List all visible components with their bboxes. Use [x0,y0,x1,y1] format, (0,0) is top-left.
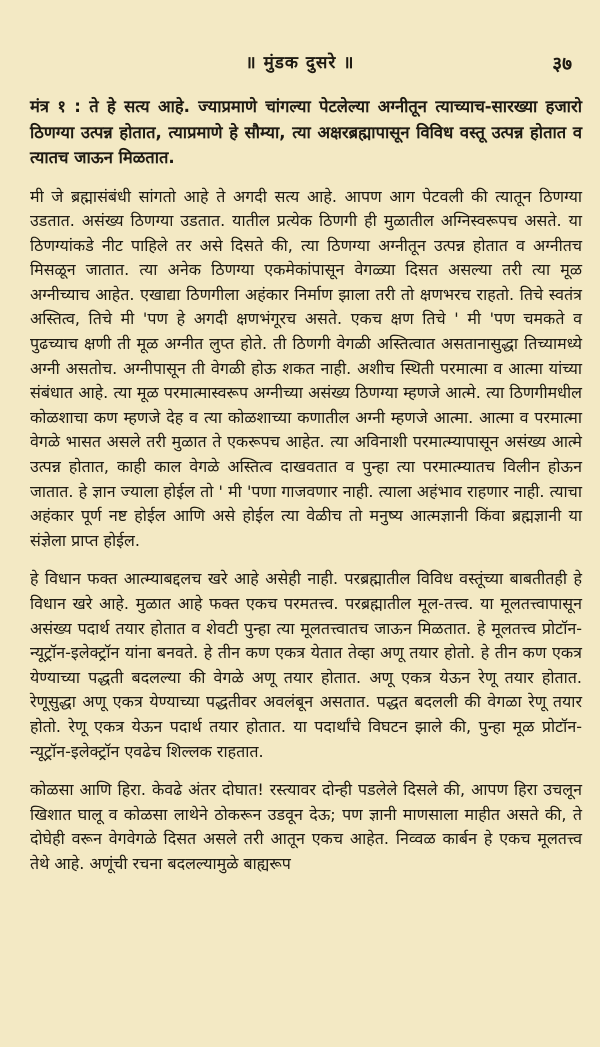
verse-paragraph [30,94,582,171]
commentary-paragraph-1: मी जे ब्रह्मासंबंधी सांगतो आहे ते अगदी सत्य आहे. आपण आग पेटवली की त्यातून ठिणग्या उडतात. असंख्य ठिणग्या उडतात. यातील प्रत्येक ठिणगी ही मुळातील अग्निस्वरूपच असते. या ठिणग्यांकडे नीट पाहिले तर असे दिसते की, त्या ठिणग्या अग्नीतून उत्पन्न होतात व अग्नीतच मिसळून जातात. त्या अनेक ठिणग्या एकमेकांपासून वेगळ्या दिसत असल्या तरी त्या मूळ अग्नीच्याच आहेत. एखाद्या ठिणगीला अहंकार निर्माण झाला तरी तो क्षणभरच राहतो. तिचे स्वतंत्र अस्तित्व, तिचे मी 'पण हे अगदी क्षणभंगूरच असते. एकच क्षण तिचे ' मी 'पण चमकते व पुढच्याच क्षणी ती मूळ अग्नीत लुप्त होते. ती ठिणगी वेगळी अस्तित्वात असतानासुद्धा तिच्यामध्ये अग्नी असतोच. अग्नीपासून ती वेगळी होऊ शकत नाही. अशीच स्थिती परमात्मा व आत्मा यांच्या संबंधात आहे. त्या मूळ परमात्मास्वरूप अग्नीच्या असंख्य ठिणग्या म्हणजे आत्मे. त्या ठिणगीमधील कोळशाचा कण म्हणजे देह व त्या कोळशाच्या कणातील अग्नी म्हणजे आत्मा. आत्मा व परमात्मा वेगळे भासत असले तरी मुळात ते एकरूपच आहेत. त्या अविनाशी परमात्म्यापासून असंख्य आत्मे उत्पन्न होतात, काही काल वेगळे अस्तित्व दाखवतात व पुन्हा त्या परमात्म्यातच विलीन होऊन जातात. हे ज्ञान ज्याला होईल तो ' मी 'पणा गाजवणार नाही. त्याला अहंभाव राहणार नाही. त्याचा अहंकार पूर्ण नष्ट होईल आणि असे होईल त्या वेळीच तो मनुष्य आत्मज्ञानी किंवा ब्रह्मज्ञानी या संज्ञेला प्राप्त होईल. [30,186,582,550]
page-number: ३७ [552,53,572,75]
commentary-paragraph-3: कोळसा आणि हिरा. केवढे अंतर दोघात! रस्त्यावर दोन्ही पडलेले दिसले की, आपण हिरा उचलून खिशात घालू व कोळसा लाथेने ठोकरून उडवून देऊ; पण ज्ञानी माणसाला माहीत असते की, ते दोघेही वरून वेगवेगळे दिसत असले तरी आतून एकच आहेत. निव्वळ कार्बन हे एकच मूलतत्त्व तेथे आहे. अणूंची रचना बदलल्यामुळे बाह्यरूप [30,780,582,873]
page-content [30,94,582,891]
page-header [0,50,600,76]
verse-label: मंत्र १ : [30,97,81,116]
verse-text: ते हे सत्य आहे. ज्याप्रमाणे चांगल्या पेटलेल्या अग्नीतून त्याच्याच-सारख्या हजारो ठिणग्या उत्पन्न होतात, त्याप्रमाणे हे सौम्या, त्या अक्षरब्रह्मापासून विविध वस्तू उत्पन्न होतात व त्यातच जाऊन मिळतात. [30,97,582,167]
commentary-paragraph-2: हे विधान फक्त आत्म्याबद्दलच खरे आहे असेही नाही. परब्रह्मातील विविध वस्तूंच्या बाबतीतही हे विधान खरे आहे. मुळात आहे फक्त एकच परमतत्त्व. परब्रह्मातील मूल-तत्त्व. या मूलतत्त्वापासून असंख्य पदार्थ तयार होतात व शेवटी पुन्हा त्या मूलतत्त्वातच जाऊन मिळतात. हे मूलतत्त्व प्रोटॉन-न्यूट्रॉन-इलेक्ट्रॉन यांना बनवते. हे तीन कण एकत्र येतात तेव्हा अणू तयार होतो. हे तीन कण एकत्र येण्याच्या पद्धती बदलल्या की वेगळे अणू तयार होतात. अणू एकत्र येऊन रेणू तयार होतात. रेणूसुद्धा अणू एकत्र येण्याच्या पद्धतीवर अवलंबून असतात. पद्धत बदलली की वेगळा रेणू तयार होतो. रेणू एकत्र येऊन पदार्थ तयार होतात. या पदार्थांचे विघटन झाले की, पुन्हा मूळ प्रोटॉन-न्यूट्रॉन-इलेक्ट्रॉन एवढेच शिल्लक राहतात. [30,569,582,761]
running-title: ॥ मुंडक दुसरे ॥ [245,53,355,73]
